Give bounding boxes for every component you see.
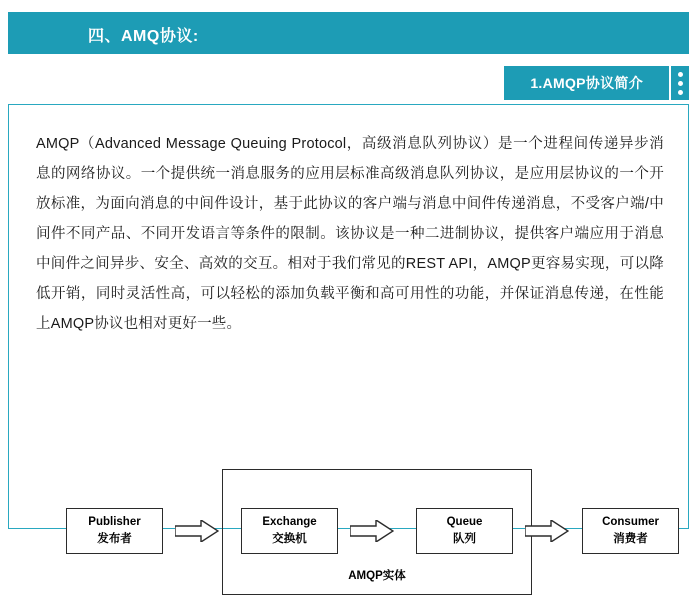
content-box xyxy=(8,104,689,582)
page-title: 四、AMQ协议: xyxy=(88,28,199,45)
node-exchange-cn: 交换机 xyxy=(272,533,307,545)
node-queue-cn: 队列 xyxy=(453,533,476,545)
node-consumer-cn: 消费者 xyxy=(613,533,648,545)
node-publisher-cn: 发布者 xyxy=(97,533,132,545)
node-queue-en: Queue xyxy=(446,516,483,528)
amqp-flow-diagram xyxy=(9,360,690,582)
node-queue xyxy=(416,508,513,554)
node-publisher-en: Publisher xyxy=(88,516,141,528)
vertical-dots-icon xyxy=(671,66,689,100)
section-label-group xyxy=(504,66,689,100)
body-paragraph: AMQP（Advanced Message Queuing Protocol，高级消息队列协议）是一个进程间传递异步消息的网络协议。一个提供统一消息服务的应用层标准高级消息队列协议，是应用层协议的一个开放标准，为面向消息的中间件设计，基于此协议的客户端与消息中间件传递消息，不受客户端/中间件不同产品、不同开发语言等条件的限制。该协议是一种二进制协议，提供客户端应用于消息中间件之间异步、安全、高效的交互。相对于我们常见的REST API，AMQP更容易实现，可以降低开销，同时灵活性高，可以轻松的添加负载平衡和高可用性的功能，并保证消息传递，在性能上AMQP协议也相对更好一些。 xyxy=(36,136,664,332)
node-exchange xyxy=(241,508,338,554)
node-consumer-en: Consumer xyxy=(602,516,659,528)
node-publisher xyxy=(66,508,163,554)
node-consumer xyxy=(582,508,679,554)
node-exchange-en: Exchange xyxy=(262,516,317,528)
amqp-entity-label: AMQP实体 xyxy=(348,570,406,582)
header-bar xyxy=(8,12,689,54)
section-label: 1.AMQP协议简介 xyxy=(504,66,669,100)
